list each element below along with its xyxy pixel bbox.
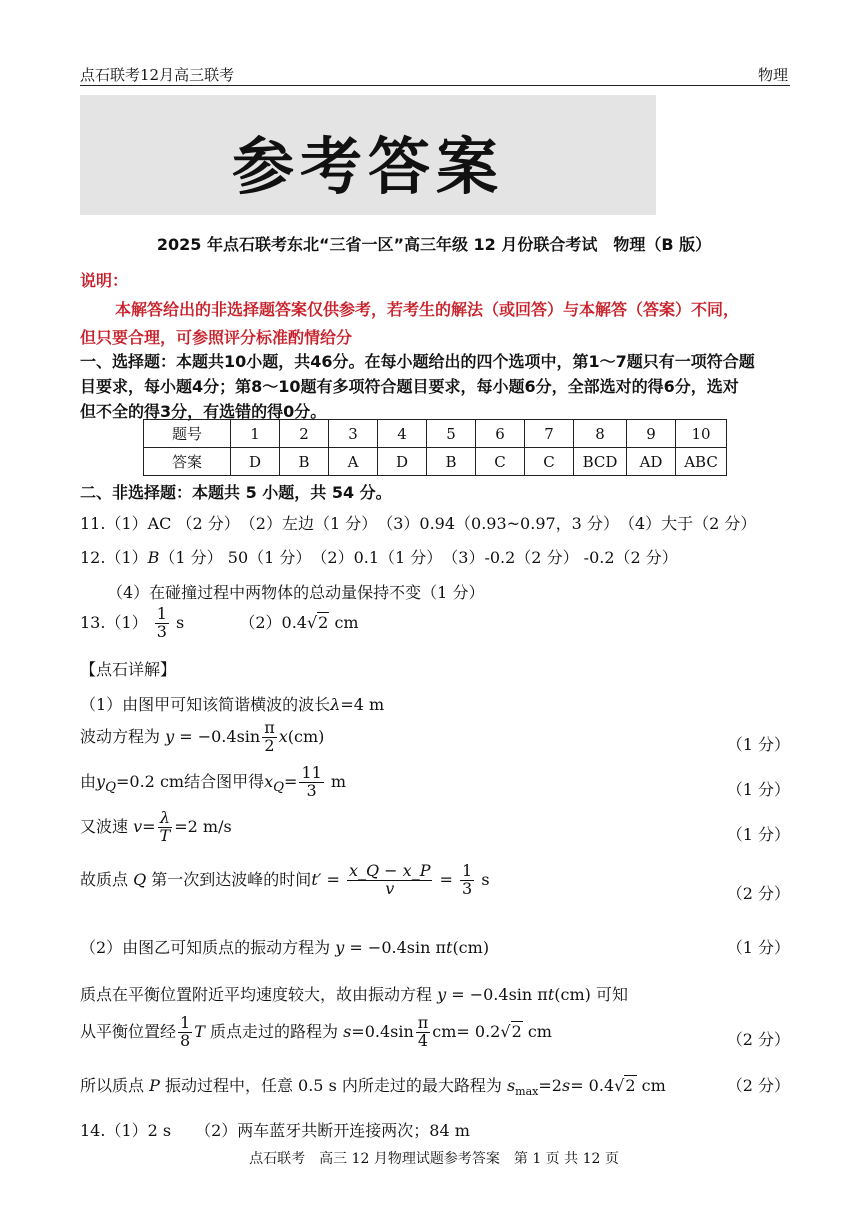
- table-cell: 8: [574, 420, 627, 448]
- fraction: [299, 765, 323, 800]
- q12-line-1: [80, 545, 678, 568]
- header-right: 物理: [757, 66, 788, 84]
- text: (cm): [287, 726, 325, 746]
- score-label: （2 分）: [726, 1030, 790, 1049]
- text: = −0.4sin π: [344, 938, 446, 957]
- text: 又波速: [80, 816, 134, 836]
- denominator: T: [159, 825, 171, 845]
- q12-prefix: 12.（1）: [80, 548, 148, 567]
- text: （2）由图乙可知质点的振动方程为: [80, 938, 336, 957]
- text: (cm) 可知: [554, 985, 628, 1004]
- numerator: π: [264, 718, 275, 737]
- table-cell: 7: [525, 420, 574, 448]
- table-cell: A: [329, 448, 378, 476]
- header-left: 点石联考12月高三联考: [80, 66, 235, 84]
- detail-line-8: 从平衡位置经 $\frac{1}{8}$ T 质点走过的路程为 s=0.4sin $\frac{\pi}{4}$ cm= 0.2√2 cm: [80, 1013, 552, 1050]
- fraction: [416, 1015, 431, 1050]
- numerator: x_Q − x_P: [348, 861, 431, 880]
- detail-line-9: 所以质点 P 振动过程中，任意 0.5 s 内所走过的最大路程为 $s_{max}=2s= 0.4√2$ cm: [80, 1076, 666, 1099]
- fraction: [178, 1015, 192, 1050]
- table-row-numbers: [144, 420, 727, 448]
- page-footer: 点石联考 高三 12 月物理试题参考答案 第 1 页 共 12 页: [249, 1151, 619, 1167]
- text: 振动过程中，任意 0.5 s 内所走过的最大路程为: [159, 1076, 507, 1095]
- score-label: （1 分）: [726, 825, 790, 844]
- numerator: 1: [180, 1013, 191, 1032]
- detail-line-2: [80, 720, 324, 755]
- score-label: （1 分）: [726, 938, 790, 957]
- table-cell: C: [525, 448, 574, 476]
- notice-label: 说明：: [80, 271, 129, 290]
- symbol: x: [264, 771, 274, 791]
- section1-line-1: 一、选择题：本题共10小题，共46分。在每小题给出的四个选项中，第1～7题只有一项符合题: [80, 352, 755, 371]
- text: 质点走过的路程为: [204, 1021, 344, 1041]
- symbol: x: [278, 726, 288, 746]
- text: 第一次到达波峰的时间: [146, 869, 312, 889]
- symbol: y: [165, 726, 175, 746]
- denominator: 3: [306, 780, 317, 800]
- table-cell: AD: [627, 448, 676, 476]
- text: =: [434, 869, 459, 889]
- symbol: v: [133, 816, 143, 836]
- text: =: [321, 869, 345, 889]
- table-cell: ABC: [676, 448, 727, 476]
- text: 质点在平衡位置附近平均速度较大，故由振动方程: [80, 985, 438, 1004]
- text: = 0.4: [570, 1076, 615, 1095]
- unit: cm: [334, 612, 359, 632]
- table-cell: 1: [231, 420, 280, 448]
- unit: s: [176, 612, 185, 632]
- table-cell: 4: [378, 420, 427, 448]
- unit: s: [476, 869, 490, 889]
- symbol: s: [343, 1021, 352, 1041]
- q13-prefix: 13.（1）: [80, 612, 148, 632]
- symbol: P: [149, 1076, 160, 1095]
- symbol: y: [335, 938, 345, 957]
- text: = −0.4sin: [174, 726, 261, 746]
- q11-line: 11.（1）AC （2 分） （2）左边（1 分） （3）0.94（0.93~0.97，3 分） （4）大于（2 分）: [80, 514, 757, 533]
- symbol: y: [96, 771, 106, 791]
- detail-line-7: [80, 982, 628, 1005]
- table-cell: BCD: [574, 448, 627, 476]
- text: =: [284, 771, 298, 791]
- unit: m: [325, 771, 347, 791]
- fraction: [262, 720, 277, 755]
- table-cell: 10: [676, 420, 727, 448]
- denominator: 8: [180, 1030, 191, 1050]
- fraction: [460, 863, 474, 898]
- text: =2 m/s: [174, 816, 232, 836]
- symbol: t: [446, 938, 453, 957]
- table-cell: 9: [627, 420, 676, 448]
- unit: cm: [522, 1021, 552, 1041]
- detail-line-3: [80, 765, 346, 800]
- symbol: λ: [330, 695, 341, 714]
- numerator: 1: [462, 861, 473, 880]
- section1-line-3: 但不全的得3分，有选错的得0分。: [80, 402, 327, 421]
- text: 波动方程为: [80, 726, 166, 746]
- text: 所以质点: [80, 1076, 150, 1095]
- text: =0.2 cm结合图甲得: [116, 771, 265, 791]
- table-cell: B: [427, 448, 476, 476]
- text: =2: [538, 1076, 562, 1095]
- symbol: t: [547, 985, 555, 1004]
- denominator: 2: [264, 735, 275, 755]
- symbol: s: [506, 1076, 516, 1095]
- q12-line-2: （4）在碰撞过程中两物体的总动量保持不变（1 分）: [107, 583, 485, 602]
- numerator: 1: [156, 604, 167, 623]
- unit: cm: [636, 1076, 666, 1095]
- exam-subtitle: 2025 年点石联考东北“三省一区”高三年级 12 月份联合考试 物理（B 版）: [156, 235, 712, 254]
- q13-part2: （2）0.4: [239, 612, 307, 632]
- denominator: 3: [462, 878, 473, 898]
- section2-title: 二、非选择题：本题共 5 小题，共 54 分。: [80, 483, 392, 502]
- table-cell: 6: [476, 420, 525, 448]
- numerator: π: [417, 1013, 429, 1032]
- table-row-label: 答案: [144, 448, 231, 476]
- table-cell: B: [280, 448, 329, 476]
- table-cell: D: [231, 448, 280, 476]
- symbol: t′: [311, 869, 322, 889]
- detail-heading: 【点石详解】: [80, 660, 177, 679]
- q13-line: 13.（1） $\frac{1}{3}$ s （2）0.4√2 cm: [80, 604, 359, 641]
- symbol: y: [437, 985, 447, 1004]
- text: 故质点: [80, 869, 134, 889]
- section1-line-2: 目要求，每小题4分；第8～10题有多项符合题目要求，每小题6分，全部选对的得6分，选对: [80, 377, 739, 396]
- denominator: 4: [417, 1030, 429, 1050]
- banner-title: 参考答案: [231, 130, 504, 203]
- subscript: max: [515, 1085, 539, 1099]
- score-label: （2 分）: [726, 884, 790, 903]
- text: =: [142, 816, 156, 836]
- text: = −0.4sin π: [446, 985, 548, 1004]
- denominator: 3: [156, 621, 167, 641]
- sqrt-value: 2: [511, 1021, 522, 1041]
- subscript: Q: [105, 779, 116, 795]
- answer-table: [143, 419, 727, 476]
- subscript: Q: [273, 779, 285, 795]
- notice-line-2: 但只要合理，可参照评分标准酌情给分: [80, 328, 353, 347]
- text: (cm): [452, 938, 490, 957]
- text: （1）由图甲可知该简谐横波的波长: [80, 695, 331, 714]
- text: =0.4sin: [351, 1021, 414, 1041]
- table-cell: 3: [329, 420, 378, 448]
- text: 由: [80, 771, 97, 791]
- sqrt-value: 2: [318, 612, 329, 632]
- table-row-answers: [144, 448, 727, 476]
- numerator: 11: [301, 763, 322, 782]
- score-label: （2 分）: [726, 1076, 790, 1095]
- fraction: [155, 606, 169, 641]
- sqrt-value: 2: [625, 1076, 636, 1095]
- title-banner: [80, 95, 656, 215]
- denominator: v: [385, 878, 395, 898]
- text: =4 m: [340, 695, 385, 714]
- q12-var: B: [147, 548, 160, 567]
- detail-line-6: [80, 935, 489, 958]
- numerator: λ: [158, 810, 173, 828]
- score-label: （1 分）: [726, 735, 790, 754]
- text: cm= 0.2: [432, 1021, 501, 1041]
- fraction: [347, 863, 433, 898]
- score-label: （1 分）: [726, 780, 790, 799]
- table-cell: D: [378, 448, 427, 476]
- q12-rest: （1 分） 50（1 分） （2）0.1（1 分） （3）-0.2（2 分） -0.2（2 分）: [159, 548, 678, 567]
- header-rule: [80, 85, 790, 86]
- table-row-label: 题号: [144, 420, 231, 448]
- detail-line-5: [80, 863, 490, 898]
- table-cell: 5: [427, 420, 476, 448]
- symbol: Q: [133, 869, 147, 889]
- fraction: [158, 810, 173, 845]
- detail-line-4: [80, 810, 232, 845]
- table-cell: 2: [280, 420, 329, 448]
- text: 从平衡位置经: [80, 1021, 177, 1041]
- q14-line: 14.（1）2 s （2）两车蓝牙共断开连接两次；84 m: [80, 1121, 470, 1140]
- symbol: s: [561, 1076, 571, 1095]
- notice-line-1: 本解答给出的非选择题答案仅供参考，若考生的解法（或回答）与本解答（答案）不同，: [115, 300, 740, 319]
- detail-line-1: [80, 692, 384, 715]
- symbol: T: [194, 1021, 205, 1041]
- table-cell: C: [476, 448, 525, 476]
